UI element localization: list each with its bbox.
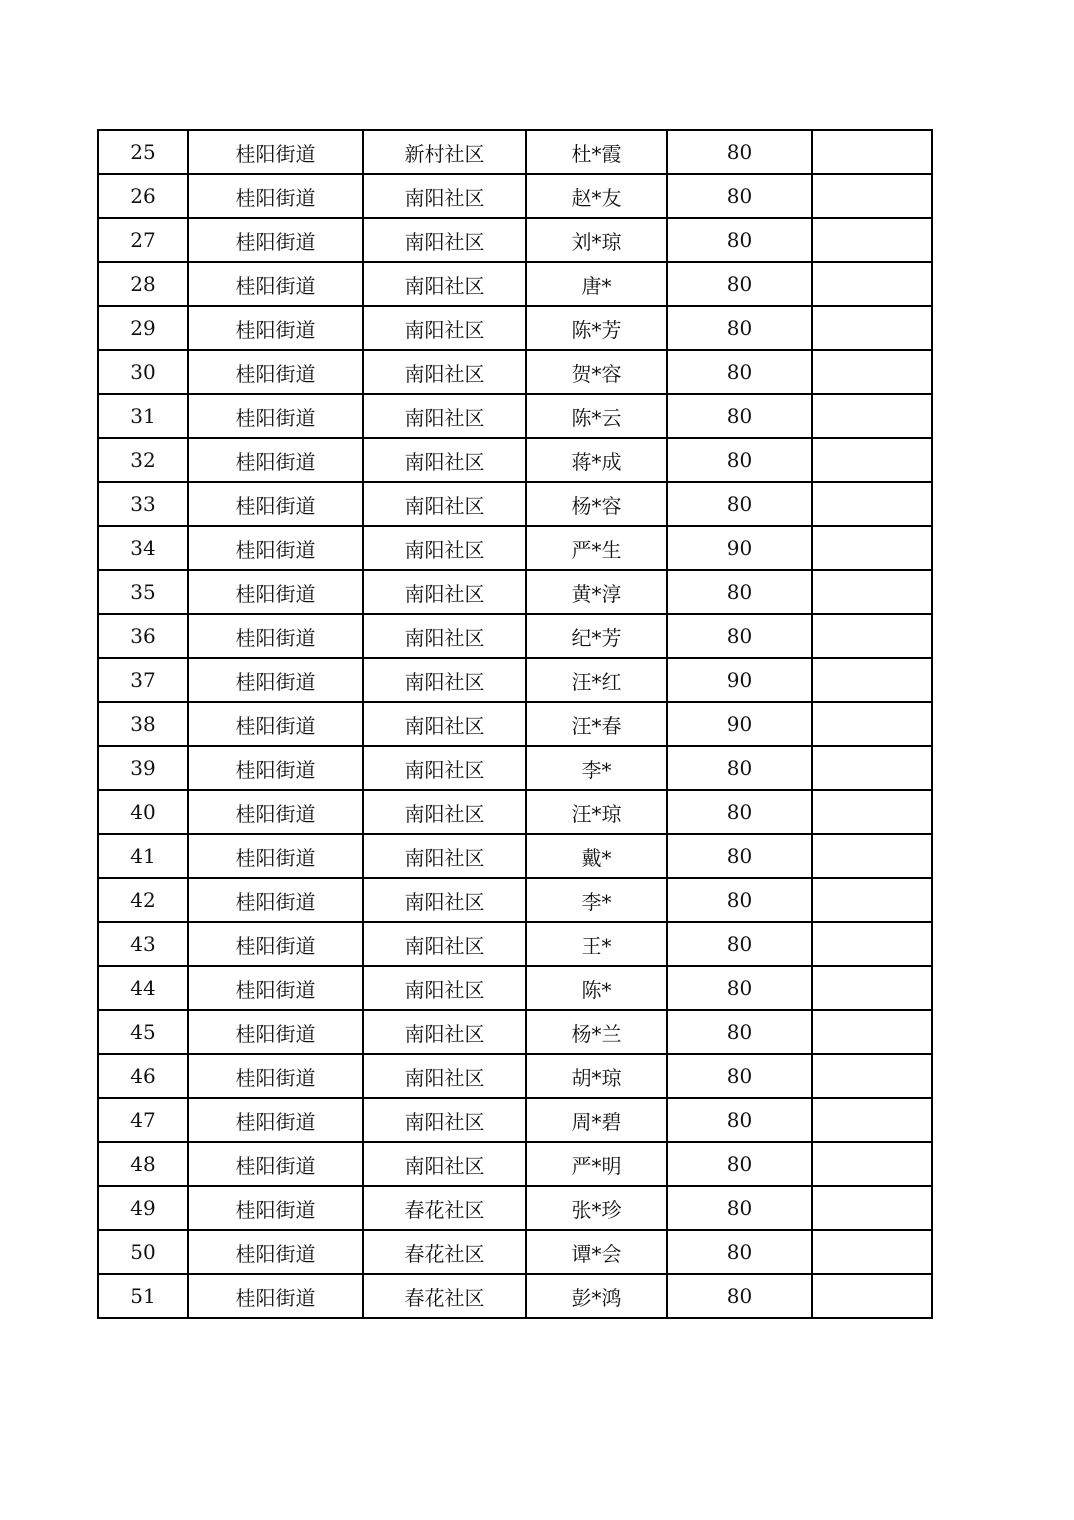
street-cell: 桂阳街道 [188, 1230, 363, 1274]
row-number-cell: 41 [98, 834, 188, 878]
amount-cell: 80 [667, 262, 812, 306]
name-cell: 汪*琼 [526, 790, 667, 834]
community-cell: 南阳社区 [363, 834, 526, 878]
community-cell: 南阳社区 [363, 394, 526, 438]
table-row [98, 218, 932, 262]
row-number-cell: 35 [98, 570, 188, 614]
name-cell: 汪*春 [526, 702, 667, 746]
community-cell: 南阳社区 [363, 526, 526, 570]
street-cell: 桂阳街道 [188, 878, 363, 922]
table-row [98, 526, 932, 570]
name-cell: 杨*兰 [526, 1010, 667, 1054]
name-cell: 李* [526, 878, 667, 922]
row-number-cell: 28 [98, 262, 188, 306]
amount-cell: 80 [667, 1010, 812, 1054]
name-cell: 张*珍 [526, 1186, 667, 1230]
amount-cell: 80 [667, 746, 812, 790]
note-cell [812, 614, 932, 658]
table-row [98, 966, 932, 1010]
row-number-cell: 32 [98, 438, 188, 482]
street-cell: 桂阳街道 [188, 130, 363, 174]
community-cell: 春花社区 [363, 1230, 526, 1274]
note-cell [812, 790, 932, 834]
name-cell: 严*明 [526, 1142, 667, 1186]
roster-table [97, 129, 933, 1319]
row-number-cell: 38 [98, 702, 188, 746]
street-cell: 桂阳街道 [188, 922, 363, 966]
community-cell: 南阳社区 [363, 790, 526, 834]
name-cell: 唐* [526, 262, 667, 306]
street-cell: 桂阳街道 [188, 438, 363, 482]
name-cell: 贺*容 [526, 350, 667, 394]
table-row [98, 174, 932, 218]
note-cell [812, 350, 932, 394]
street-cell: 桂阳街道 [188, 746, 363, 790]
note-cell [812, 922, 932, 966]
amount-cell: 80 [667, 350, 812, 394]
name-cell: 陈* [526, 966, 667, 1010]
street-cell: 桂阳街道 [188, 834, 363, 878]
amount-cell: 80 [667, 218, 812, 262]
street-cell: 桂阳街道 [188, 1142, 363, 1186]
street-cell: 桂阳街道 [188, 1186, 363, 1230]
street-cell: 桂阳街道 [188, 394, 363, 438]
table-row [98, 482, 932, 526]
note-cell [812, 570, 932, 614]
note-cell [812, 1010, 932, 1054]
name-cell: 王* [526, 922, 667, 966]
table-row [98, 394, 932, 438]
amount-cell: 80 [667, 130, 812, 174]
row-number-cell: 45 [98, 1010, 188, 1054]
community-cell: 南阳社区 [363, 658, 526, 702]
note-cell [812, 1274, 932, 1318]
table-row [98, 702, 932, 746]
table-row [98, 834, 932, 878]
amount-cell: 90 [667, 702, 812, 746]
row-number-cell: 34 [98, 526, 188, 570]
table-row [98, 1054, 932, 1098]
note-cell [812, 1098, 932, 1142]
community-cell: 南阳社区 [363, 570, 526, 614]
row-number-cell: 26 [98, 174, 188, 218]
street-cell: 桂阳街道 [188, 218, 363, 262]
community-cell: 南阳社区 [363, 350, 526, 394]
community-cell: 南阳社区 [363, 966, 526, 1010]
community-cell: 南阳社区 [363, 922, 526, 966]
name-cell: 杨*容 [526, 482, 667, 526]
roster-body [98, 130, 932, 1318]
row-number-cell: 31 [98, 394, 188, 438]
name-cell: 杜*霞 [526, 130, 667, 174]
row-number-cell: 25 [98, 130, 188, 174]
street-cell: 桂阳街道 [188, 790, 363, 834]
table-row [98, 350, 932, 394]
row-number-cell: 51 [98, 1274, 188, 1318]
amount-cell: 90 [667, 658, 812, 702]
amount-cell: 80 [667, 438, 812, 482]
row-number-cell: 44 [98, 966, 188, 1010]
note-cell [812, 1142, 932, 1186]
row-number-cell: 42 [98, 878, 188, 922]
row-number-cell: 48 [98, 1142, 188, 1186]
community-cell: 春花社区 [363, 1274, 526, 1318]
street-cell: 桂阳街道 [188, 174, 363, 218]
note-cell [812, 658, 932, 702]
street-cell: 桂阳街道 [188, 1010, 363, 1054]
row-number-cell: 46 [98, 1054, 188, 1098]
amount-cell: 80 [667, 614, 812, 658]
table-row [98, 570, 932, 614]
street-cell: 桂阳街道 [188, 570, 363, 614]
community-cell: 南阳社区 [363, 702, 526, 746]
note-cell [812, 878, 932, 922]
community-cell: 南阳社区 [363, 438, 526, 482]
note-cell [812, 394, 932, 438]
table-row [98, 614, 932, 658]
street-cell: 桂阳街道 [188, 614, 363, 658]
table-row [98, 658, 932, 702]
amount-cell: 80 [667, 306, 812, 350]
name-cell: 周*碧 [526, 1098, 667, 1142]
row-number-cell: 36 [98, 614, 188, 658]
amount-cell: 80 [667, 1054, 812, 1098]
table-row [98, 878, 932, 922]
community-cell: 春花社区 [363, 1186, 526, 1230]
name-cell: 胡*琼 [526, 1054, 667, 1098]
amount-cell: 80 [667, 1230, 812, 1274]
row-number-cell: 27 [98, 218, 188, 262]
name-cell: 汪*红 [526, 658, 667, 702]
table-row [98, 130, 932, 174]
street-cell: 桂阳街道 [188, 526, 363, 570]
street-cell: 桂阳街道 [188, 1054, 363, 1098]
row-number-cell: 29 [98, 306, 188, 350]
table-row [98, 790, 932, 834]
name-cell: 戴* [526, 834, 667, 878]
street-cell: 桂阳街道 [188, 262, 363, 306]
amount-cell: 80 [667, 570, 812, 614]
note-cell [812, 306, 932, 350]
community-cell: 南阳社区 [363, 262, 526, 306]
amount-cell: 80 [667, 1142, 812, 1186]
street-cell: 桂阳街道 [188, 306, 363, 350]
street-cell: 桂阳街道 [188, 1098, 363, 1142]
note-cell [812, 966, 932, 1010]
note-cell [812, 262, 932, 306]
table-row [98, 1230, 932, 1274]
community-cell: 新村社区 [363, 130, 526, 174]
row-number-cell: 39 [98, 746, 188, 790]
community-cell: 南阳社区 [363, 1010, 526, 1054]
table-row [98, 1274, 932, 1318]
amount-cell: 80 [667, 966, 812, 1010]
street-cell: 桂阳街道 [188, 1274, 363, 1318]
amount-cell: 90 [667, 526, 812, 570]
row-number-cell: 33 [98, 482, 188, 526]
community-cell: 南阳社区 [363, 306, 526, 350]
amount-cell: 80 [667, 922, 812, 966]
row-number-cell: 40 [98, 790, 188, 834]
name-cell: 陈*云 [526, 394, 667, 438]
row-number-cell: 43 [98, 922, 188, 966]
street-cell: 桂阳街道 [188, 482, 363, 526]
table-row [98, 262, 932, 306]
note-cell [812, 130, 932, 174]
note-cell [812, 438, 932, 482]
table-row [98, 438, 932, 482]
community-cell: 南阳社区 [363, 746, 526, 790]
table-row [98, 306, 932, 350]
note-cell [812, 746, 932, 790]
community-cell: 南阳社区 [363, 1054, 526, 1098]
amount-cell: 80 [667, 394, 812, 438]
note-cell [812, 174, 932, 218]
table-row [98, 1142, 932, 1186]
note-cell [812, 702, 932, 746]
street-cell: 桂阳街道 [188, 658, 363, 702]
name-cell: 谭*会 [526, 1230, 667, 1274]
table-row [98, 1010, 932, 1054]
note-cell [812, 1054, 932, 1098]
name-cell: 严*生 [526, 526, 667, 570]
note-cell [812, 834, 932, 878]
amount-cell: 80 [667, 1274, 812, 1318]
community-cell: 南阳社区 [363, 1098, 526, 1142]
name-cell: 彭*鸿 [526, 1274, 667, 1318]
row-number-cell: 50 [98, 1230, 188, 1274]
name-cell: 刘*琼 [526, 218, 667, 262]
amount-cell: 80 [667, 1098, 812, 1142]
note-cell [812, 1230, 932, 1274]
community-cell: 南阳社区 [363, 614, 526, 658]
row-number-cell: 49 [98, 1186, 188, 1230]
street-cell: 桂阳街道 [188, 350, 363, 394]
table-row [98, 746, 932, 790]
row-number-cell: 30 [98, 350, 188, 394]
amount-cell: 80 [667, 790, 812, 834]
note-cell [812, 1186, 932, 1230]
amount-cell: 80 [667, 834, 812, 878]
amount-cell: 80 [667, 482, 812, 526]
community-cell: 南阳社区 [363, 218, 526, 262]
note-cell [812, 526, 932, 570]
name-cell: 陈*芳 [526, 306, 667, 350]
community-cell: 南阳社区 [363, 482, 526, 526]
amount-cell: 80 [667, 174, 812, 218]
table-row [98, 922, 932, 966]
street-cell: 桂阳街道 [188, 702, 363, 746]
note-cell [812, 218, 932, 262]
name-cell: 蒋*成 [526, 438, 667, 482]
table-row [98, 1186, 932, 1230]
community-cell: 南阳社区 [363, 878, 526, 922]
name-cell: 纪*芳 [526, 614, 667, 658]
row-number-cell: 37 [98, 658, 188, 702]
table-row [98, 1098, 932, 1142]
note-cell [812, 482, 932, 526]
name-cell: 李* [526, 746, 667, 790]
community-cell: 南阳社区 [363, 174, 526, 218]
amount-cell: 80 [667, 1186, 812, 1230]
name-cell: 赵*友 [526, 174, 667, 218]
row-number-cell: 47 [98, 1098, 188, 1142]
amount-cell: 80 [667, 878, 812, 922]
community-cell: 南阳社区 [363, 1142, 526, 1186]
street-cell: 桂阳街道 [188, 966, 363, 1010]
name-cell: 黄*淳 [526, 570, 667, 614]
